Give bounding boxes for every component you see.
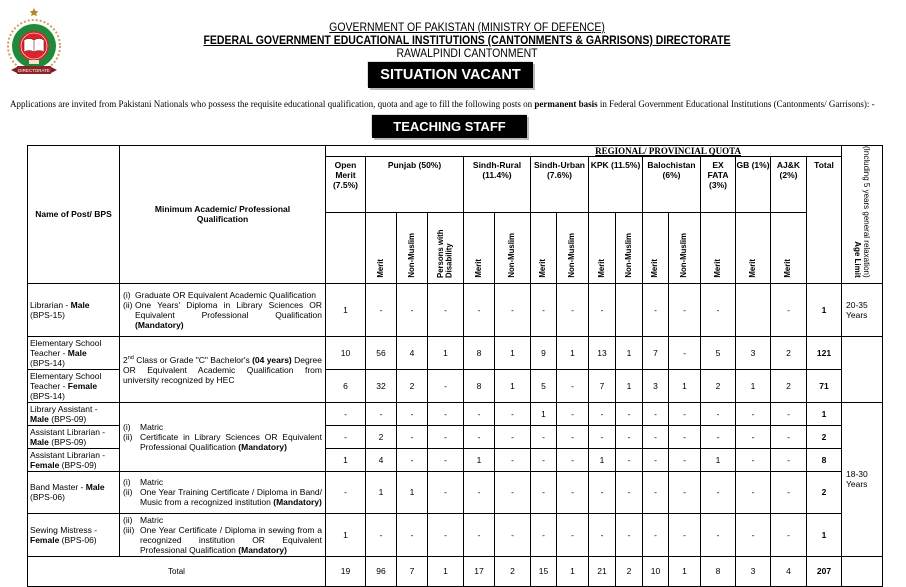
quota-cell-punjab-non-muslim: - [397,448,428,471]
subheader-non-muslim: Non-Muslim [495,212,531,283]
quota-cell-punjab-merit: 56 [366,336,397,369]
quota-cell-kpk-non-muslim: - [616,471,643,513]
col-header-total: Total [807,157,842,284]
quota-cell-balochistan-non-muslim: 1 [669,369,701,402]
col-header-ex-fata: EX FATA (3%) [701,157,736,213]
quota-cell-ajk-merit: - [771,283,807,336]
quota-cell-total: 207 [807,556,842,586]
col-header-punjab: Punjab (50%) [366,157,464,213]
quota-cell-sindh-rural-merit: 1 [464,448,495,471]
quota-cell-sindh-rural-non-muslim: 2 [495,556,531,586]
quota-cell-punjab-disability: - [428,448,464,471]
quota-cell-open-merit: 1 [326,448,366,471]
post-name: Band Master - Male (BPS-06) [28,471,120,513]
quota-cell-balochistan-non-muslim: - [669,513,701,556]
quota-cell-balochistan-merit: 3 [643,369,669,402]
quota-cell-sindh-rural-non-muslim: - [495,513,531,556]
quota-cell-open-merit: 19 [326,556,366,586]
quota-cell-punjab-disability: - [428,402,464,425]
item-text: Matric [140,477,164,488]
quota-cell-ex-fata-merit: 2 [701,369,736,402]
quota-cell-sindh-urban-non-muslim: - [557,402,589,425]
quota-cell-sindh-rural-non-muslim: 1 [495,369,531,402]
vacancy-table [27,145,883,587]
quota-cell-balochistan-merit: 7 [643,336,669,369]
quota-cell-ajk-merit: 2 [771,369,807,402]
quota-cell-punjab-non-muslim: - [397,283,428,336]
quota-cell-sindh-rural-merit: 8 [464,336,495,369]
quota-cell-sindh-urban-merit: 9 [531,336,557,369]
directorate-logo [5,6,63,90]
post-name: Sewing Mistress - Female (BPS-06) [28,513,120,556]
subheader-disability: Persons with Disability [428,212,464,283]
quota-cell-sindh-urban-merit: - [531,283,557,336]
quota-cell-kpk-merit: 13 [589,336,616,369]
age-limit-cell-empty [842,556,883,586]
subheader-merit: Merit [771,212,807,283]
quota-cell-total: 71 [807,369,842,402]
quota-cell-sindh-rural-merit: - [464,471,495,513]
quota-cell-kpk-merit: 7 [589,369,616,402]
quota-cell-total: 1 [807,513,842,556]
post-name: Librarian - Male (BPS-15) [28,283,120,336]
quota-cell-punjab-non-muslim: 7 [397,556,428,586]
quota-cell-kpk-non-muslim: - [616,513,643,556]
quota-cell-ex-fata-merit: - [701,513,736,556]
age-limit-cell: 20-35 Years [842,283,883,336]
quota-cell-punjab-non-muslim: - [397,425,428,448]
table-row [28,471,883,513]
quota-cell-balochistan-non-muslim: - [669,425,701,448]
quota-cell-punjab-merit: 2 [366,425,397,448]
intro-paragraph [10,99,900,110]
quota-cell-balochistan-non-muslim: - [669,471,701,513]
quota-cell-open-merit: 6 [326,369,366,402]
quota-cell-punjab-disability: 1 [428,556,464,586]
item-number: (i) [123,289,131,300]
logo-banner-text: DIRECTORATE [18,68,50,73]
qualification-item [123,290,322,300]
quota-cell-gb-merit [736,283,771,336]
quota-cell-sindh-urban-non-muslim: 1 [557,336,589,369]
quota-cell-gb-merit: - [736,513,771,556]
quota-cell-kpk-non-muslim: 1 [616,369,643,402]
quota-cell-balochistan-merit: - [643,513,669,556]
quota-cell-balochistan-merit: - [643,402,669,425]
quota-cell-punjab-disability: - [428,369,464,402]
subheader-non-muslim: Non-Muslim [669,212,701,283]
quota-cell-total: 1 [807,402,842,425]
quota-cell-punjab-merit: - [366,283,397,336]
intro-text-2: in Federal Government Educational Institutions (Cantonments/ Garrisons): - [597,99,875,109]
quota-cell-sindh-rural-non-muslim: - [495,471,531,513]
quota-cell-punjab-merit: 1 [366,471,397,513]
quota-cell-kpk-non-muslim: 2 [616,556,643,586]
quota-cell-punjab-disability: - [428,513,464,556]
quota-cell-ajk-merit: - [771,425,807,448]
col-header-age-limit: Age Limit (Including 5 years general relaxation) [842,146,883,284]
quota-cell-sindh-rural-merit: 17 [464,556,495,586]
item-text: One Year Certificate / Diploma in sewing from a recognized institution OR Equivalent Professional Qualification (Mandatory) [140,524,322,555]
quota-cell-gb-merit: 3 [736,336,771,369]
quota-cell-punjab-non-muslim: 1 [397,471,428,513]
quota-cell-punjab-merit: 32 [366,369,397,402]
age-limit-cell-empty [842,336,883,402]
quota-cell-sindh-urban-merit: - [531,448,557,471]
quota-cell-gb-merit: 1 [736,369,771,402]
quota-cell-ajk-merit: 2 [771,336,807,369]
quota-cell-punjab-disability: 1 [428,336,464,369]
quota-cell-sindh-rural-non-muslim: - [495,402,531,425]
quota-cell-kpk-merit: - [589,513,616,556]
quota-cell-open-merit: - [326,402,366,425]
col-header-qualification: Minimum Academic/ Professional Qualification [120,146,326,284]
quota-cell-kpk-non-muslim [616,283,643,336]
subheader-merit: Merit [643,212,669,283]
quota-cell-punjab-disability: - [428,425,464,448]
col-header-gb: GB (1%) [736,157,771,213]
mandatory-label: (Mandatory) [238,544,287,555]
quota-cell-sindh-rural-merit: - [464,402,495,425]
quota-cell-open-merit: 1 [326,513,366,556]
item-number: (i) [123,421,131,432]
item-text: Matric [140,514,164,525]
quota-cell-sindh-urban-non-muslim: - [557,448,589,471]
qualification-item [123,477,322,487]
item-number: (ii) [123,514,133,525]
item-number: (ii) [123,431,133,442]
quota-cell-sindh-rural-non-muslim: - [495,425,531,448]
quota-cell-ex-fata-merit: - [701,425,736,448]
quota-cell-gb-merit: - [736,425,771,448]
quota-cell-ajk-merit: - [771,448,807,471]
table-row [28,336,883,369]
quota-cell-ajk-merit: - [771,513,807,556]
qualification-cell [120,283,326,336]
col-header-balochistan: Balochistan (6%) [643,157,701,213]
subheader-non-muslim: Non-Muslim [557,212,589,283]
item-text: Certificate in Library Sciences OR Equivalent Professional Qualification (Mandatory) [140,431,322,452]
quota-cell-ex-fata-merit: - [701,283,736,336]
quota-cell-sindh-rural-non-muslim: 1 [495,336,531,369]
quota-cell-sindh-rural-merit: - [464,425,495,448]
mandatory-label: (Mandatory) [238,441,287,452]
quota-cell-total: 121 [807,336,842,369]
quota-cell-sindh-rural-merit: - [464,283,495,336]
table-row [28,283,883,336]
item-number: (ii) [123,487,133,498]
quota-cell-sindh-urban-merit: - [531,513,557,556]
intro-bold-text: permanent basis [534,99,598,109]
item-text: Graduate OR Equivalent Academic Qualification [135,289,316,300]
quota-cell-sindh-urban-merit: - [531,471,557,513]
col-header-kpk: KPK (11.5%) [589,157,643,213]
quota-cell-punjab-non-muslim: 2 [397,369,428,402]
quota-cell-balochistan-merit: - [643,283,669,336]
quota-cell-sindh-rural-merit: - [464,513,495,556]
quota-cell-ajk-merit: - [771,471,807,513]
quota-cell-punjab-non-muslim: - [397,402,428,425]
quota-cell-kpk-merit: - [589,471,616,513]
quota-cell-balochistan-merit: - [643,425,669,448]
quota-cell-kpk-non-muslim: - [616,448,643,471]
qualification-list [123,290,322,330]
quota-cell-gb-merit: - [736,402,771,425]
quota-cell-open-merit: 1 [326,283,366,336]
quota-cell-punjab-non-muslim: 4 [397,336,428,369]
quota-cell-open-merit: 10 [326,336,366,369]
col-header-open-merit: Open Merit (7.5%) [326,157,366,213]
subheader-merit: Merit [589,212,616,283]
subheader-non-muslim: Non-Muslim [397,212,428,283]
quota-cell-gb-merit: 3 [736,556,771,586]
quota-cell-punjab-disability: - [428,283,464,336]
qualification-list [123,515,322,555]
quota-cell-sindh-rural-merit: 8 [464,369,495,402]
quota-cell-sindh-urban-non-muslim: - [557,471,589,513]
qualification-item [123,432,322,452]
intro-text-1: Applications are invited from Pakistani Nationals who possess the requisite educational qualification, quota and age to fill the following posts on [10,99,535,109]
header-ministry: GOVERNMENT OF PAKISTAN (MINISTRY OF DEFENCE) [329,20,605,34]
quota-cell-punjab-merit: - [366,513,397,556]
post-name: Elementary School Teacher - Female (BPS-14) [28,369,120,402]
subheader-non-muslim: Non-Muslim [616,212,643,283]
quota-cell-sindh-urban-non-muslim: - [557,283,589,336]
col-header-sindh-rural: Sindh-Rural (11.4%) [464,157,531,213]
col-header-sindh-urban: Sindh-Urban (7.6%) [531,157,589,213]
qualification-item [123,525,322,555]
mandatory-label: (Mandatory) [135,319,184,330]
header-location: RAWALPINDI CANTONMENT [396,46,538,60]
age-limit-cell: 18-30 Years [842,402,883,556]
mandatory-label: (Mandatory) [273,497,322,508]
item-text: One Year Training Certificate / Diploma in Band/ Music from a recognized institution (Mandatory) [140,487,322,508]
quota-cell-gb-merit: - [736,471,771,513]
subheader-merit: Merit [366,212,397,283]
subheader-merit: Merit [464,212,495,283]
qualification-cell [120,513,326,556]
total-label: Total [28,556,326,586]
post-name: Assistant Librarian - Female (BPS-09) [28,448,120,471]
quota-cell-ajk-merit: - [771,402,807,425]
quota-cell-kpk-merit: - [589,402,616,425]
item-text: One Years' Diploma in Library Sciences OR Equivalent Professional Qualification (Mandatory) [135,299,322,330]
quota-cell-sindh-urban-non-muslim: 1 [557,556,589,586]
quota-cell-balochistan-merit: - [643,448,669,471]
subheader-merit: Merit [701,212,736,283]
teaching-staff-banner: TEACHING STAFF [372,115,527,138]
quota-cell-kpk-merit: 21 [589,556,616,586]
qualification-list [123,477,322,507]
quota-cell-balochistan-non-muslim: - [669,336,701,369]
quota-cell-kpk-merit: - [589,283,616,336]
post-name: Elementary School Teacher - Male (BPS-14) [28,336,120,369]
quota-cell-sindh-urban-non-muslim: - [557,513,589,556]
star-icon [30,8,39,16]
quota-cell-sindh-rural-non-muslim: - [495,448,531,471]
quota-cell-total: 1 [807,283,842,336]
quota-cell-ajk-merit: 4 [771,556,807,586]
quota-cell-sindh-rural-non-muslim: - [495,283,531,336]
subheader-open-merit [326,212,366,283]
quota-cell-sindh-urban-non-muslim: - [557,369,589,402]
quota-cell-ex-fata-merit: - [701,402,736,425]
qualification-cell [120,471,326,513]
quota-cell-balochistan-non-muslim: - [669,283,701,336]
col-header-ajk: AJ&K (2%) [771,157,807,213]
table-row [28,513,883,556]
quota-cell-kpk-merit: - [589,425,616,448]
quota-cell-balochistan-non-muslim: - [669,448,701,471]
qualification-item [123,300,322,330]
quota-cell-total: 2 [807,425,842,448]
quota-cell-punjab-disability: - [428,471,464,513]
quota-cell-punjab-non-muslim: - [397,513,428,556]
item-text: Matric [140,421,164,432]
subheader-merit: Merit [531,212,557,283]
quota-cell-total: 2 [807,471,842,513]
quota-cell-balochistan-merit: - [643,471,669,513]
qualification-item [123,487,322,507]
table-row [28,402,883,425]
quota-cell-kpk-non-muslim: - [616,402,643,425]
quota-cell-punjab-merit: 4 [366,448,397,471]
quota-cell-ex-fata-merit: 1 [701,448,736,471]
item-number: (ii) [123,299,133,310]
qualification-item [123,515,322,525]
subheader-merit: Merit [736,212,771,283]
situation-vacant-banner: SITUATION VACANT [368,62,533,88]
quota-cell-kpk-merit: 1 [589,448,616,471]
qualification-cell [120,336,326,402]
quota-cell-sindh-urban-merit: - [531,425,557,448]
post-name: Library Assistant - Male (BPS-09) [28,402,120,425]
qualification-cell [120,402,326,471]
quota-cell-ex-fata-merit: 8 [701,556,736,586]
total-row [28,556,883,586]
qualification-text: 2nd Class or Grade "C" Bachelor's (04 years) Degree OR Equivalent Academic Qualification from university recognized by HEC [123,355,323,386]
quota-cell-balochistan-merit: 10 [643,556,669,586]
quota-cell-open-merit: - [326,471,366,513]
col-header-post: Name of Post/ BPS [28,146,120,284]
qualification-item [123,422,322,432]
qualification-list [123,422,322,452]
quota-cell-kpk-non-muslim: 1 [616,336,643,369]
quota-cell-punjab-merit: 96 [366,556,397,586]
quota-cell-sindh-urban-merit: 5 [531,369,557,402]
header-directorate: FEDERAL GOVERNMENT EDUCATIONAL INSTITUTIONS (CANTONMENTS & GARRISONS) DIRECTORATE [203,33,731,47]
regional-quota-header: REGIONAL/ PROVINCIAL QUOTA [326,146,842,157]
quota-cell-sindh-urban-non-muslim: - [557,425,589,448]
quota-cell-sindh-urban-merit: 15 [531,556,557,586]
quota-cell-kpk-non-muslim: - [616,425,643,448]
quota-cell-total: 8 [807,448,842,471]
quota-cell-ex-fata-merit: - [701,471,736,513]
quota-cell-punjab-merit: - [366,402,397,425]
post-name: Assistant Librarian - Male (BPS-09) [28,425,120,448]
quota-cell-balochistan-non-muslim: 1 [669,556,701,586]
item-number: (iii) [123,524,135,535]
quota-cell-gb-merit: - [736,448,771,471]
quota-cell-balochistan-non-muslim: - [669,402,701,425]
quota-cell-ex-fata-merit: 5 [701,336,736,369]
item-number: (i) [123,477,131,488]
quota-cell-sindh-urban-merit: 1 [531,402,557,425]
quota-cell-open-merit: - [326,425,366,448]
